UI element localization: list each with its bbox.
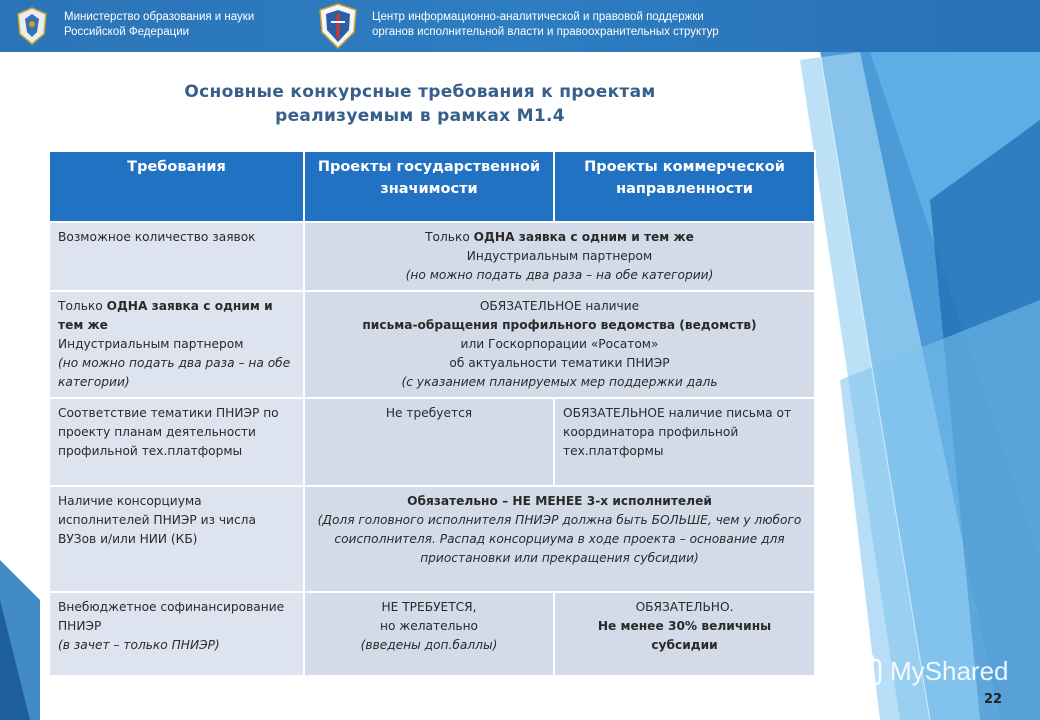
- header-requirements: Требования: [49, 151, 304, 222]
- value-line-3: или Госкорпорации «Росатом»: [460, 337, 659, 351]
- ministry-name: [64, 10, 304, 40]
- table-row: [49, 592, 815, 676]
- title-line-1: Основные конкурсные требования к проектам: [184, 82, 656, 102]
- value-line-2: письма-обращения профильного ведомства (ведомств): [362, 318, 757, 332]
- commercial-bold: Не менее 30% величины субсидии: [597, 619, 772, 652]
- center-line-2: органов исполнительной власти и правоохранительных структур: [372, 26, 719, 38]
- value-line-4: об актуальности тематики ПНИЭР: [449, 356, 670, 370]
- table-header-row: [49, 151, 815, 222]
- ministry-emblem-icon: [12, 4, 52, 48]
- value-bold: ОДНА заявка с одним и тем же: [473, 230, 694, 244]
- label-line-3: (но можно подать два раза – на обе категории): [58, 356, 291, 389]
- table-row: [49, 222, 815, 291]
- page-number: 22: [984, 692, 1003, 707]
- label-italic: (в зачет – только ПНИЭР): [58, 638, 220, 652]
- state-line-2: но желательно: [379, 619, 479, 633]
- row-state-value: [304, 592, 554, 676]
- row-label: Соответствие тематики ПНИЭР по проекту планам деятельности профильной тех.платформы: [49, 398, 304, 486]
- center-line-1: Центр информационно-аналитической и правовой поддержки: [372, 11, 704, 23]
- header-commercial-projects: Проекты коммерческой направленности: [554, 151, 815, 222]
- value-line-3: (но можно подать два раза – на обе категории): [405, 268, 714, 282]
- row-label: Наличие консорциума исполнителей ПНИЭР из числа ВУЗов и/или НИИ (КБ): [49, 486, 304, 592]
- value-pre: Только: [425, 230, 474, 244]
- title-line-2: реализуемым в рамках М1.4: [275, 106, 565, 126]
- slide-title: [140, 80, 700, 128]
- row-commercial-value: [554, 592, 815, 676]
- value-line-2: Индустриальным партнером: [466, 249, 653, 263]
- row-value: [304, 291, 815, 398]
- label-bold: ОДНА заявка с одним и тем же: [58, 299, 273, 332]
- commercial-line-1: ОБЯЗАТЕЛЬНО.: [635, 600, 734, 614]
- ministry-line-1: Министерство образования и науки: [64, 11, 255, 23]
- table-row: [49, 486, 815, 592]
- ministry-line-2: Российской Федерации: [64, 26, 190, 38]
- row-state-value: Не требуется: [304, 398, 554, 486]
- value-italic: (Доля головного исполнителя ПНИЭР должна быть БОЛЬШЕ, чем у любого соисполнителя. Распад консорциума в ходе проекта – основание для приостановки или прекращения субсидии): [317, 513, 802, 565]
- watermark-text: MyShared: [890, 656, 1009, 686]
- row-label: Возможное количество заявок: [49, 222, 304, 291]
- header-bar: [0, 0, 1040, 52]
- row-commercial-value: ОБЯЗАТЕЛЬНОЕ наличие письма от координатора профильной тех.платформы: [554, 398, 815, 486]
- label-line-2: Индустриальным партнером: [58, 337, 244, 351]
- value-line-1: ОБЯЗАТЕЛЬНОЕ наличие: [479, 299, 640, 313]
- state-line-3: (введены доп.баллы): [360, 638, 498, 652]
- row-value: [304, 222, 815, 291]
- label-pre: Только: [58, 299, 107, 313]
- center-shield-icon: [316, 2, 360, 50]
- state-line-1: НЕ ТРЕБУЕТСЯ,: [381, 600, 477, 614]
- row-label: [49, 291, 304, 398]
- header-state-projects: Проекты государственной значимости: [304, 151, 554, 222]
- requirements-table: [48, 150, 816, 677]
- table-row: [49, 398, 815, 486]
- row-value: [304, 486, 815, 592]
- table-row: [49, 291, 815, 398]
- row-label: [49, 592, 304, 676]
- center-name: [372, 10, 852, 40]
- label-main: Внебюджетное софинансирование ПНИЭР: [58, 600, 285, 633]
- value-line-5: (с указанием планируемых мер поддержки даль: [401, 375, 718, 389]
- value-bold: Обязательно – НЕ МЕНЕЕ 3-х исполнителей: [407, 494, 712, 508]
